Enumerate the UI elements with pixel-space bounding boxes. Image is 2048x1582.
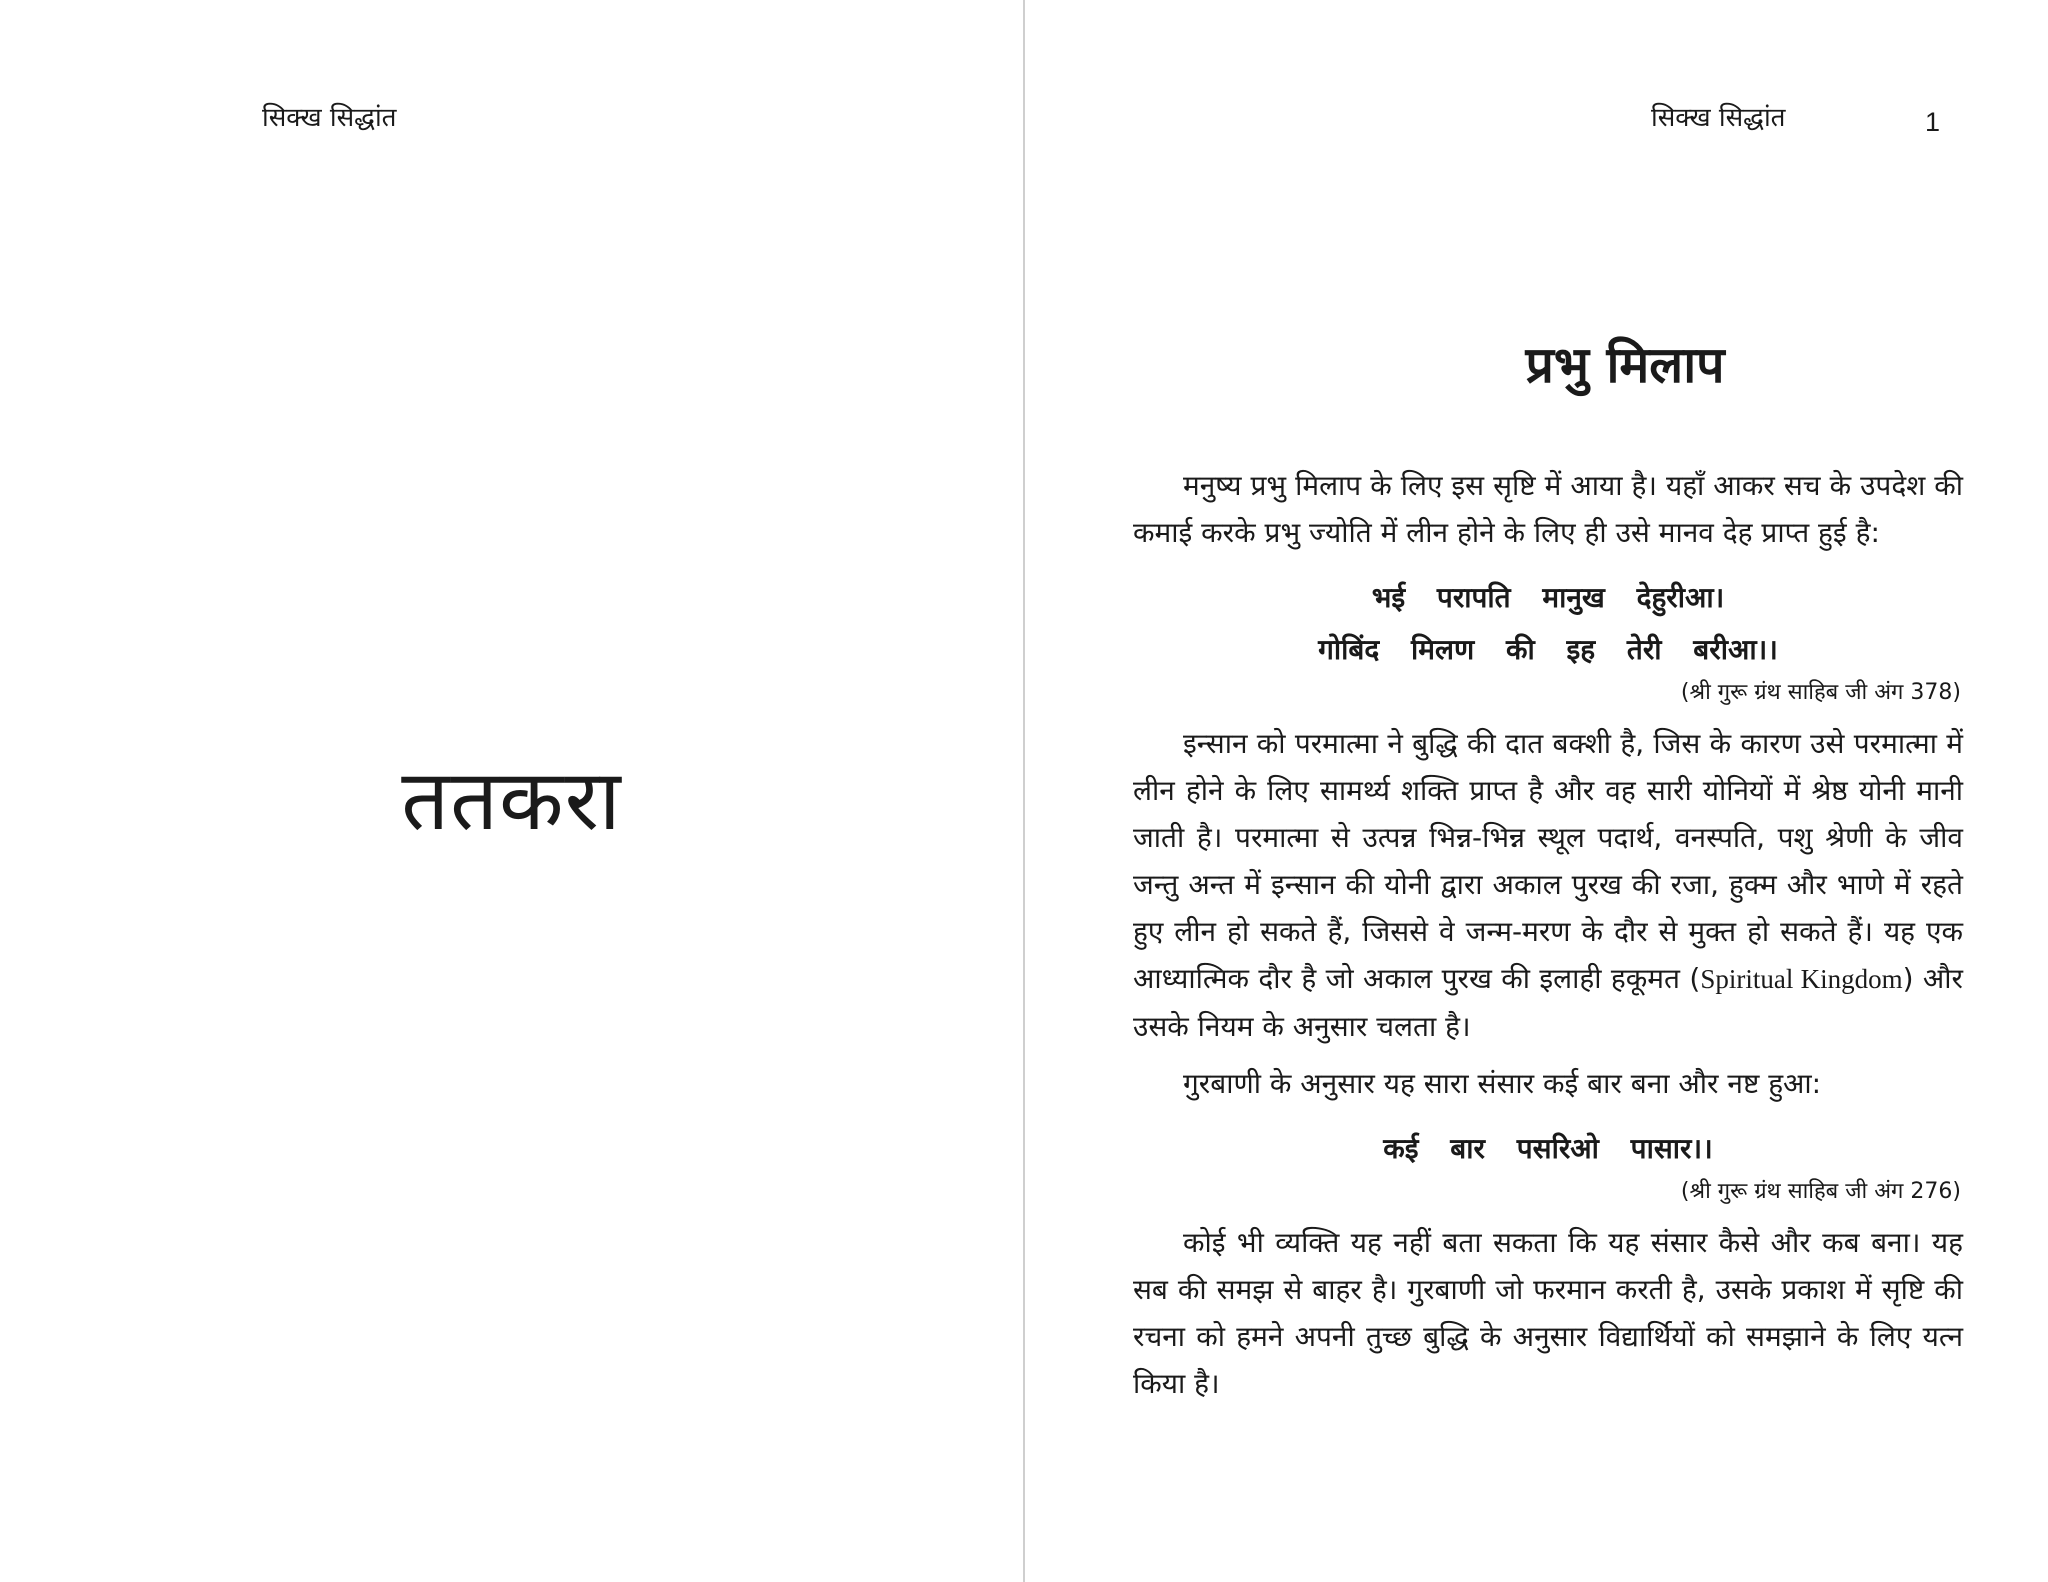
- verse-1-line-2: गोबिंद मिलण की इह तेरी बरीआ।।: [1318, 633, 1778, 666]
- running-head-left: सिक्ख सिद्धांत: [262, 103, 397, 133]
- citation-1: (श्री गुरू ग्रंथ साहिब जी अंग 378): [1680, 680, 1961, 705]
- paragraph-4: कोई भी व्यक्ति यह नहीं बता सकता कि यह संसार कैसे और कब बना। यह सब की समझ से बाहर है। गुरबाणी जो फरमान करती है, उसके प्रकाश में सृष्टि की रचना को हमने अपनी तुच्छ बुद्धि के अनुसार विद्यार्थियों को समझाने के लिए यत्न किया है।: [1133, 1226, 1963, 1400]
- paragraph-2-text: इन्सान को परमात्मा ने बुद्धि की दात बक्शी है, जिस के कारण उसे परमात्मा में लीन होने के लिए सामर्थ्य शक्ति प्राप्त है और वह सारी योनियों में श्रेष्ठ योनी मानी जाती है। परमात्मा से उत्पन्न भिन्न-भिन्न स्थूल पदार्थ, वनस्पति, पशु श्रेणी के जीव जन्तु अन्त में इन्सान की योनी द्वारा अकाल पुरख की रजा, हुक्म और भाणे में रहते हुए लीन हो सकते हैं, जिससे वे जन्म-मरण के दौर से मुक्त हो सकते हैं। यह एक आध्यात्मिक दौर है जो अकाल पुरख की इलाही हकूमत: [1133, 727, 1963, 995]
- verse-1-line-1: भई परापति मानुख देहुरीआ।: [1371, 581, 1725, 614]
- running-head-right: सिक्ख सिद्धांत: [1651, 103, 1786, 133]
- body-text: [1133, 462, 1963, 1407]
- paragraph-1: मनुष्य प्रभु मिलाप के लिए इस सृष्टि में आया है। यहाँ आकर सच के उपदेश की कमाई करके प्रभु ज्योति में लीन होने के लिए ही उसे मानव देह प्राप्त हुई है:: [1133, 469, 1963, 549]
- page-number: 1: [1925, 107, 1941, 137]
- chapter-title: प्रभु मिलाप: [1525, 336, 1725, 394]
- right-page: [1025, 0, 2048, 1582]
- paragraph-2-tail: और उसके नियम के अनुसार चलता है।: [1133, 962, 1964, 1043]
- paragraph-2: [1133, 720, 1963, 1050]
- page-title-tatkara: ततकरा: [401, 751, 622, 849]
- paragraph-2-close-paren: ): [1902, 962, 1914, 995]
- verse-2: कई बार पसरिओ पासार।।: [1383, 1132, 1713, 1165]
- left-page: [0, 0, 1023, 1582]
- citation-2: (श्री गुरू ग्रंथ साहिब जी अंग 276): [1680, 1179, 1961, 1204]
- paragraph-2-open-paren: (: [1689, 962, 1701, 995]
- paragraph-3: गुरबाणी के अनुसार यह सारा संसार कई बार बना और नष्ट हुआ:: [1183, 1067, 1822, 1100]
- english-term: Spiritual Kingdom: [1700, 964, 1903, 994]
